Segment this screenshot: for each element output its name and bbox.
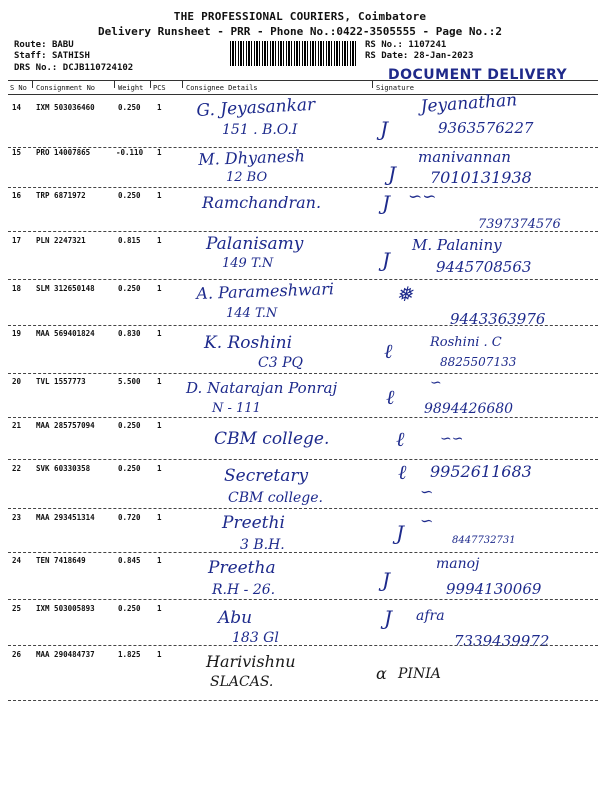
rs-date-label: RS Date:: [365, 51, 409, 61]
staff-line: [14, 51, 90, 61]
pcs-cell: 1: [157, 236, 162, 245]
receiver-phone: 7010131938: [430, 168, 532, 187]
col-divider: [114, 80, 115, 88]
receiver-name: afra: [416, 608, 445, 624]
consignment-cell: TVL 1557773: [36, 377, 86, 386]
consignee-name: D. Natarajan Ponraj: [186, 379, 338, 397]
consignment-cell: MAA 569401824: [36, 329, 95, 338]
consignment-cell: MAA 290484737: [36, 650, 95, 659]
drs-label: DRS No.:: [14, 63, 58, 73]
sno-cell: 24: [12, 556, 22, 565]
col-divider: [150, 80, 151, 88]
sno-cell: 25: [12, 604, 22, 613]
consignment-cell: MAA 293451314: [36, 513, 95, 522]
consignee-address: 149 T.N: [222, 256, 274, 271]
weight-cell: 0.250: [118, 103, 141, 112]
consignee-address: 183 Gl: [232, 630, 279, 646]
route-line: [14, 40, 74, 50]
consignment-cell: SVK 60330358: [36, 464, 91, 473]
pcs-cell: 1: [157, 513, 162, 522]
weight-cell: 0.815: [118, 236, 141, 245]
receiver-phone: 9994130069: [446, 580, 542, 598]
pcs-cell: 1: [157, 103, 162, 112]
col-header-weight: Weight: [118, 84, 144, 92]
pcs-cell: 1: [157, 650, 162, 659]
weight-cell: 5.500: [118, 377, 141, 386]
consignment-cell: PLN 2247321: [36, 236, 86, 245]
sno-cell: 19: [12, 329, 22, 338]
receiver-name: Jeyanathan: [420, 90, 518, 117]
sno-cell: 17: [12, 236, 22, 245]
receiver-signature: ∽: [430, 375, 442, 391]
sno-cell: 15: [12, 148, 22, 157]
consignee-address: R.H - 26.: [212, 582, 276, 598]
consignee-name: Palanisamy: [206, 234, 304, 254]
sno-cell: 22: [12, 464, 22, 473]
consignment-cell: MAA 285757094: [36, 421, 95, 430]
consignee-name: Preetha: [208, 558, 276, 578]
drs-line: [14, 63, 133, 73]
signature-mark: J: [388, 162, 397, 186]
consignee-name: Harivishnu: [206, 652, 296, 671]
rs-no-label: RS No.:: [365, 40, 403, 50]
consignee-name: Ramchandran.: [202, 193, 322, 212]
receiver-phone: 9445708563: [436, 258, 532, 276]
pcs-cell: 1: [157, 191, 162, 200]
weight-cell: 0.250: [118, 284, 141, 293]
signature-mark: J: [380, 117, 389, 141]
pcs-cell: 1: [157, 556, 162, 565]
consignee-name: G. Jeyasankar: [196, 94, 316, 121]
weight-cell: 0.250: [118, 464, 141, 473]
receiver-signature: ∽∽: [408, 187, 437, 207]
col-header-sno: S No: [10, 84, 27, 92]
consignment-cell: TEN 7418649: [36, 556, 86, 565]
signature-mark: ❅: [396, 282, 413, 306]
table-row: [0, 321, 600, 373]
rs-date-line: [365, 51, 473, 61]
pcs-cell: 1: [157, 464, 162, 473]
table-row: [0, 228, 600, 280]
rs-no-line: [365, 40, 446, 50]
table-row: [0, 548, 600, 600]
consignee-address: 12 BO: [226, 170, 268, 185]
receiver-signature: ∽: [420, 482, 434, 501]
consignee-address: N - 111: [212, 401, 261, 416]
receiver-name: PINIA: [398, 666, 441, 682]
consignment-cell: PRO 14007865: [36, 148, 91, 157]
company-title: THE PROFESSIONAL COURIERS, Coimbatore: [173, 10, 427, 23]
route-label: Route:: [14, 40, 47, 50]
col-header-signature: Signature: [376, 84, 414, 92]
receiver-name: manoj: [436, 556, 480, 572]
receiver-phone: 9363576227: [438, 119, 534, 137]
runsheet-subtitle: Delivery Runsheet - PRR - Phone No.:0422-3505555 - Page No.:2: [98, 25, 502, 38]
col-header-consignment: Consignment No: [36, 84, 96, 92]
consignee-address: 144 T.N: [226, 306, 278, 321]
sno-cell: 21: [12, 421, 22, 430]
row-separator: [8, 700, 598, 701]
signature-mark: ℓ: [386, 385, 395, 409]
signature-mark: J: [384, 606, 393, 630]
signature-mark: α: [376, 664, 387, 683]
consignment-cell: IXM 503036460: [36, 103, 95, 112]
consignment-cell: SLM 312650148: [36, 284, 95, 293]
signature-mark: J: [396, 521, 405, 545]
route-value: BABU: [51, 40, 74, 50]
table-row: [0, 596, 600, 648]
pcs-cell: 1: [157, 377, 162, 386]
table-top-rule: [8, 80, 598, 81]
consignee-name: CBM college.: [214, 429, 330, 449]
weight-cell: 0.250: [118, 191, 141, 200]
receiver-phone: 7397374576: [478, 217, 561, 232]
signature-mark: ℓ: [398, 460, 407, 484]
document-delivery-stamp: DOCUMENT DELIVERY: [388, 67, 568, 83]
receiver-name: Roshini . C: [430, 335, 502, 350]
receiver-phone: 9894426680: [424, 401, 514, 417]
staff-value: SATHISH: [51, 51, 90, 61]
consignee-name: Secretary: [224, 466, 309, 486]
sno-cell: 14: [12, 103, 22, 112]
weight-cell: -0.110: [116, 148, 144, 157]
table-row: [0, 456, 600, 508]
receiver-phone: 9443363976: [450, 310, 546, 328]
drs-value: DCJB110724102: [62, 63, 134, 73]
receiver-name: M. Palaniny: [412, 236, 502, 254]
consignee-address: C3 PQ: [258, 355, 303, 371]
consignment-cell: IXM 503005893: [36, 604, 95, 613]
barcode: [230, 41, 358, 66]
weight-cell: 0.845: [118, 556, 141, 565]
sno-cell: 20: [12, 377, 22, 386]
staff-label: Staff:: [14, 51, 47, 61]
signature-mark: J: [382, 248, 391, 272]
col-divider: [32, 80, 33, 88]
weight-cell: 1.825: [118, 650, 141, 659]
pcs-cell: 1: [157, 604, 162, 613]
weight-cell: 0.250: [118, 421, 141, 430]
consignee-name: Preethi: [222, 513, 285, 533]
consignee-name: K. Roshini: [204, 333, 293, 353]
rs-date-value: 28-Jan-2023: [413, 51, 474, 61]
sno-cell: 26: [12, 650, 22, 659]
signature-mark: J: [382, 568, 391, 592]
signature-mark: J: [382, 191, 391, 215]
consignee-name: Abu: [218, 608, 253, 628]
rs-no-value: 1107241: [408, 40, 447, 50]
receiver-name: manivannan: [418, 148, 511, 166]
receiver-signature: ∽: [420, 511, 434, 530]
receiver-phone: 8825507133: [440, 355, 517, 369]
pcs-cell: 1: [157, 284, 162, 293]
receiver-phone: 7339439972: [454, 632, 550, 650]
pcs-cell: 1: [157, 329, 162, 338]
consignee-address: CBM college.: [228, 490, 323, 506]
receiver-phone: 8447732731: [452, 535, 516, 546]
col-header-pcs: PCS: [153, 84, 166, 92]
consignee-address: SLACAS.: [210, 674, 274, 690]
weight-cell: 0.830: [118, 329, 141, 338]
consignment-cell: TRP 6871972: [36, 191, 86, 200]
sno-cell: 18: [12, 284, 22, 293]
col-divider: [182, 80, 183, 88]
receiver-signature: ∽∽: [440, 431, 464, 447]
consignee-name: A. Parameshwari: [196, 279, 335, 303]
consignee-address: 3 B.H.: [240, 537, 285, 553]
col-divider: [372, 80, 373, 88]
consignee-name: M. Dhyanesh: [198, 146, 306, 169]
table-row: [0, 642, 600, 694]
pcs-cell: 1: [157, 421, 162, 430]
receiver-phone: 9952611683: [430, 462, 532, 481]
pcs-cell: 1: [157, 148, 162, 157]
sno-cell: 16: [12, 191, 22, 200]
weight-cell: 0.250: [118, 604, 141, 613]
weight-cell: 0.720: [118, 513, 141, 522]
signature-mark: ℓ: [384, 339, 393, 363]
col-header-consignee: Consignee Details: [186, 84, 258, 92]
sno-cell: 23: [12, 513, 22, 522]
consignee-address: 151 . B.O.I: [222, 122, 298, 138]
signature-mark: ℓ: [396, 427, 405, 451]
